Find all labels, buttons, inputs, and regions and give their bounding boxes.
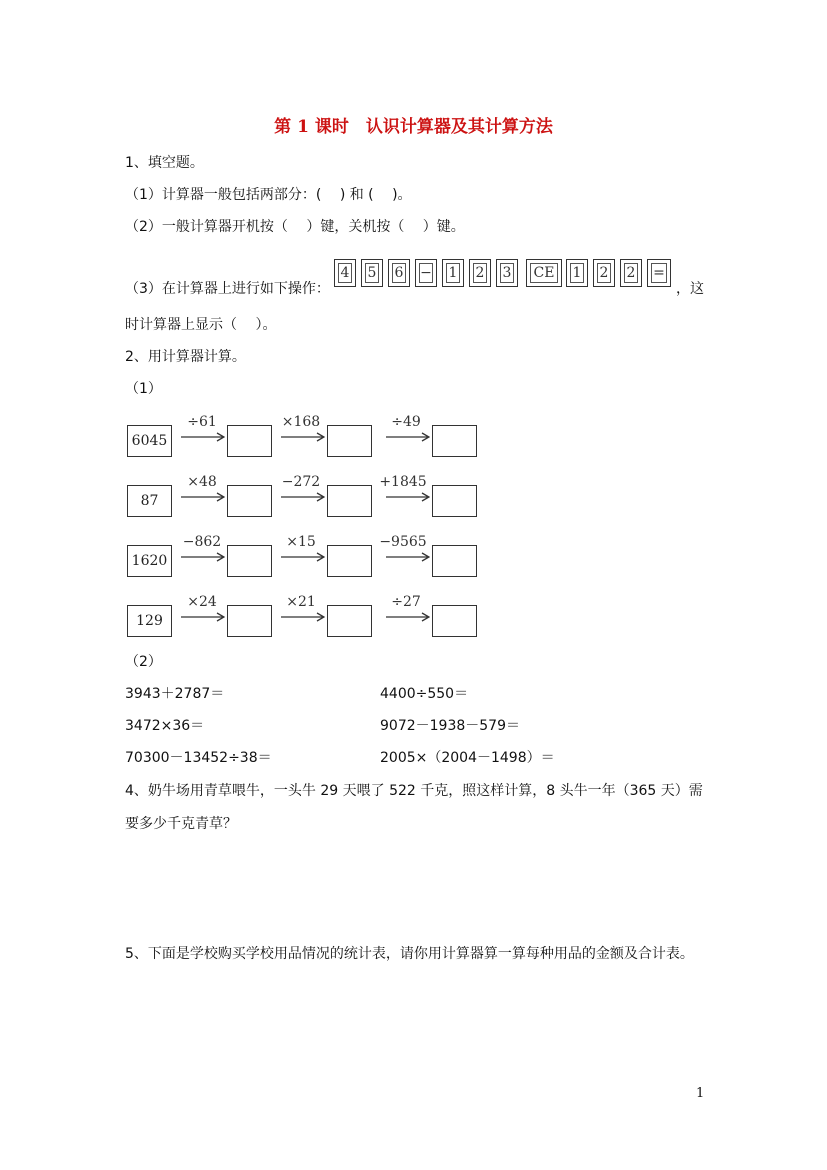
expression: 3943＋2787＝: [125, 686, 225, 702]
answer-box[interactable]: [432, 545, 477, 577]
q2-part1-label: （1）: [125, 381, 162, 397]
arrow-right-icon: [281, 432, 325, 442]
answer-box[interactable]: [227, 605, 272, 637]
page-title: 第 1 课时 认识计算器及其计算方法: [274, 117, 553, 137]
chain-operation: ×24: [187, 594, 217, 610]
q1-sub3-prefix: （3）在计算器上进行如下操作：: [125, 281, 330, 297]
calc-key-label: 2: [597, 263, 611, 283]
chain-start-box: 6045: [127, 425, 172, 457]
arrow-right-icon: [386, 552, 430, 562]
calc-key-label: 3: [500, 263, 514, 283]
arrow-right-icon: [386, 612, 430, 622]
chain-operation: +1845: [379, 474, 427, 490]
chain-operation: ×21: [286, 594, 316, 610]
calc-key: [334, 259, 356, 287]
q5-text: 5、下面是学校购买学校用品情况的统计表，请你用计算器算一算每种用品的金额及合计表。: [125, 946, 694, 962]
arrow-right-icon: [181, 612, 225, 622]
q4-line1: 4、奶牛场用青草喂牛，一头牛 29 天喂了 522 千克，照这样计算，8 头牛一年（365 天）需: [125, 783, 703, 799]
answer-box[interactable]: [227, 545, 272, 577]
arrow-right-icon: [181, 552, 225, 562]
chain-operation: ÷49: [391, 414, 421, 430]
expression: 2005×（2004－1498）＝: [380, 750, 555, 766]
answer-box[interactable]: [227, 485, 272, 517]
q1-sub3-line2: 时计算器上显示（ ）。: [125, 317, 277, 333]
calc-key: [496, 259, 518, 287]
calc-key-label: 2: [473, 263, 487, 283]
q2-part2-label: （2）: [125, 654, 162, 670]
arrow-right-icon: [181, 432, 225, 442]
calc-key-label: 4: [338, 263, 352, 283]
calc-key-label: 6: [392, 263, 406, 283]
q1-sub2: （2）一般计算器开机按（ ）键，关机按（ ）键。: [125, 219, 465, 235]
q4-line2: 要多少千克青草？: [125, 816, 237, 832]
calc-key: [442, 259, 464, 287]
arrow-right-icon: [181, 492, 225, 502]
arrow-right-icon: [386, 492, 430, 502]
answer-box[interactable]: [432, 485, 477, 517]
chain-start-box: 87: [127, 485, 172, 517]
calc-key-label: CE: [530, 263, 558, 283]
chain-operation: ÷27: [391, 594, 421, 610]
expression: 4400÷550＝: [380, 686, 469, 702]
arrow-right-icon: [281, 612, 325, 622]
answer-box[interactable]: [327, 485, 372, 517]
calc-key: [415, 259, 437, 287]
calc-key-label: 2: [624, 263, 638, 283]
answer-box[interactable]: [327, 425, 372, 457]
arrow-right-icon: [386, 432, 430, 442]
calc-key: [647, 259, 671, 287]
calc-key: [566, 259, 588, 287]
calc-key-label: 1: [570, 263, 584, 283]
q2-heading: 2、用计算器计算。: [125, 349, 246, 365]
chain-operation: ×48: [187, 474, 217, 490]
answer-box[interactable]: [327, 605, 372, 637]
chain-start-box: 1620: [127, 545, 172, 577]
chain-operation: ×168: [281, 414, 321, 430]
calc-key-label: =: [651, 263, 667, 283]
expression: 70300－13452÷38＝: [125, 750, 272, 766]
expression: 9072－1938－579＝: [380, 718, 520, 734]
calc-key-label: −: [420, 265, 432, 281]
calc-key: [620, 259, 642, 287]
q1-sub1: （1）计算器一般包括两部分：( ) 和 ( )。: [125, 187, 412, 203]
answer-box[interactable]: [432, 605, 477, 637]
chain-operation: ÷61: [187, 414, 217, 430]
q1-sub3-suffix: ，这: [676, 281, 704, 297]
answer-box[interactable]: [227, 425, 272, 457]
calc-key: [361, 259, 383, 287]
expression: 3472×36＝: [125, 718, 205, 734]
calc-key: [526, 259, 562, 287]
q1-heading: 1、填空题。: [125, 155, 204, 171]
chain-operation: ×15: [286, 534, 316, 550]
arrow-right-icon: [281, 492, 325, 502]
arrow-right-icon: [281, 552, 325, 562]
calc-key-label: 1: [446, 263, 460, 283]
calc-key: [593, 259, 615, 287]
page-number: 1: [696, 1086, 705, 1101]
answer-box[interactable]: [327, 545, 372, 577]
calc-key-label: 5: [365, 263, 379, 283]
chain-operation: −9565: [379, 534, 427, 550]
chain-operation: −272: [281, 474, 321, 490]
chain-start-box: 129: [127, 605, 172, 637]
answer-box[interactable]: [432, 425, 477, 457]
calc-key: [469, 259, 491, 287]
chain-operation: −862: [182, 534, 222, 550]
calc-key: [388, 259, 410, 287]
